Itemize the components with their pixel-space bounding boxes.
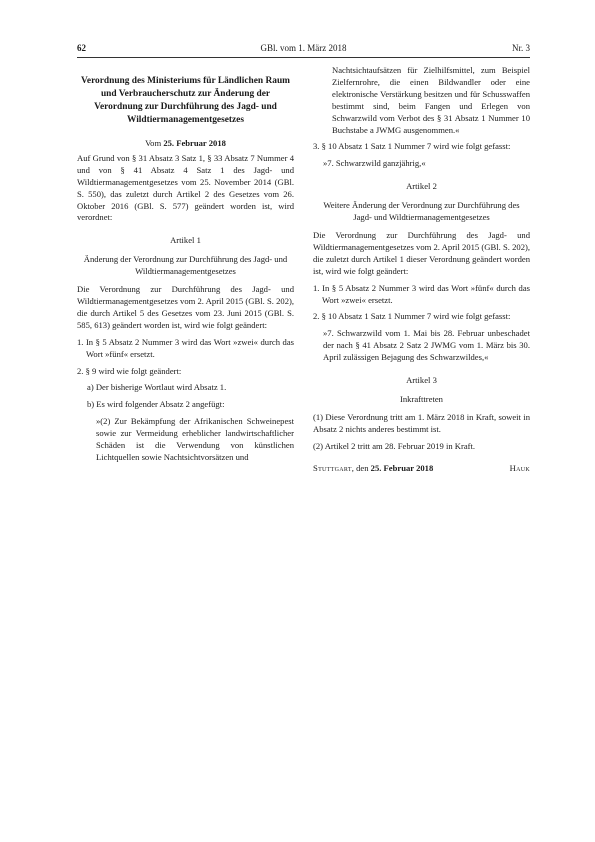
article-2-item-1: 1. In § 5 Absatz 2 Nummer 3 wird das Wort »fünf« durch das Wort »zwei« ersetzt. [313, 282, 530, 305]
article-2-quote-2: »7. Schwarzwild vom 1. Mai bis 28. Februar unbeschadet der nach § 41 Absatz 2 Satz 2 JWMG vom 1. März bis 30. April zulässigen Bejagung des Schwarzwildes,« [323, 328, 530, 363]
date-prefix: Vom [145, 138, 162, 148]
article-1-label: Artikel 1 [170, 235, 201, 246]
signature-separator: , den [351, 462, 371, 473]
article-1-quote-2: »(2) Zur Bekämpfung der Afrikanischen Schweinepest sowie zur Vermeidung erheblicher landwirtschaftlicher Schäden ist die Verwendung von künstlichen Lichtquellen sowie Nachtsichtvorsätzen und [96, 416, 294, 462]
article-1-item-1: 1. In § 5 Absatz 2 Nummer 3 wird das Wort »zwei« durch das Wort »fünf« ersetzt. [77, 336, 294, 359]
date-value: 25. Februar 2018 [163, 138, 226, 148]
page-header [77, 43, 530, 55]
article-1-heading: Änderung der Verordnung zur Durchführung des Jagd- und Wildtiermanagementgesetzes [83, 254, 288, 277]
signature-line [313, 463, 530, 475]
article-1-item-3: 3. § 10 Absatz 1 Satz 1 Nummer 7 wird wie folgt gefasst: [313, 141, 511, 152]
article-2-intro: Die Verordnung zur Durchführung des Jagd- und Wildtiermanagementgesetzes vom 2. April 2015 (GBl. S. 202), die zuletzt durch Artikel 1 dieser Verordnung geändert worden ist, wird wie folgt geändert: [313, 229, 530, 276]
right-column [313, 65, 530, 475]
signature-place-date [313, 463, 433, 475]
article-2-item-2: 2. § 10 Absatz 1 Satz 1 Nummer 7 wird wie folgt gefasst: [313, 311, 511, 322]
ordinance-date [77, 138, 294, 150]
article-1-item-2b: b) Es wird folgender Absatz 2 angefügt: [87, 399, 225, 410]
article-3-label: Artikel 3 [406, 375, 437, 386]
article-1-item-2: 2. § 9 wird wie folgt geändert: [77, 365, 182, 376]
article-1-quote-3: »7. Schwarzwild ganzjährig,« [323, 158, 426, 169]
article-1-quote-2-continued: Nachtsichtaufsätzen für Zielhilfsmittel, zum Beispiel Zielfernrohre, die einen Bildwandler oder eine elektronische Verstärkung besitzen und für Schusswaffen bestimmt sind, beim Fangen und Erlegen von Schwarzwild vom Verbot des § 31 Absatz 1 Nummer 10 Buchstabe a JWMG ausgenommen.« [332, 65, 530, 135]
header-rule [77, 57, 530, 58]
ordinance-title: Verordnung des Ministeriums für Ländlichen Raum und Verbraucherschutz zur Änderung der Verordnung zur Durchführung des Jagd- und Wildtiermanagementgesetzes [81, 76, 290, 125]
article-2-heading: Weitere Änderung der Verordnung zur Durchführung des Jagd- und Wildtiermanagementgesetzes [323, 200, 520, 223]
article-2-label: Artikel 2 [406, 181, 437, 192]
page-number: 62 [77, 43, 86, 53]
article-3-heading: Inkrafttreten [400, 393, 443, 404]
article-3-paragraph-1: (1) Diese Verordnung tritt am 1. März 2018 in Kraft, soweit in Absatz 2 nichts anderes bestimmt ist. [313, 411, 530, 434]
article-1-intro: Die Verordnung zur Durchführung des Jagd- und Wildtiermanagementgesetzes vom 2. April 2015 (GBl. S. 202), die durch Artikel 5 des Gesetzes vom 23. Juni 2015 (GBl. S. 585, 613) geändert worden ist, wird wie folgt geändert: [77, 284, 294, 330]
gazette-reference: GBl. vom 1. März 2018 [260, 43, 347, 53]
article-1-item-2a: a) Der bisherige Wortlaut wird Absatz 1. [87, 382, 227, 393]
preamble: Auf Grund von § 31 Absatz 3 Satz 1, § 33 Absatz 7 Nummer 4 und von § 41 Absatz 4 Satz 1 des Jagd- und Wildtiermanagementgesetzes vom 25. November 2014 (GBl. S. 550), das zuletzt durch Artikel 2 des Gesetzes vom 26. Oktober 2016 (GBl. S. 577) geändert worden ist, wird verordnet: [77, 152, 294, 223]
left-column [77, 65, 294, 464]
signature-city: Stuttgart [313, 462, 352, 473]
article-3-paragraph-2: (2) Artikel 2 tritt am 28. Februar 2019 in Kraft. [313, 440, 476, 451]
signature-date: 25. Februar 2018 [370, 462, 434, 473]
issue-number: Nr. 3 [512, 43, 530, 53]
signature-name: Hauk [509, 462, 530, 473]
